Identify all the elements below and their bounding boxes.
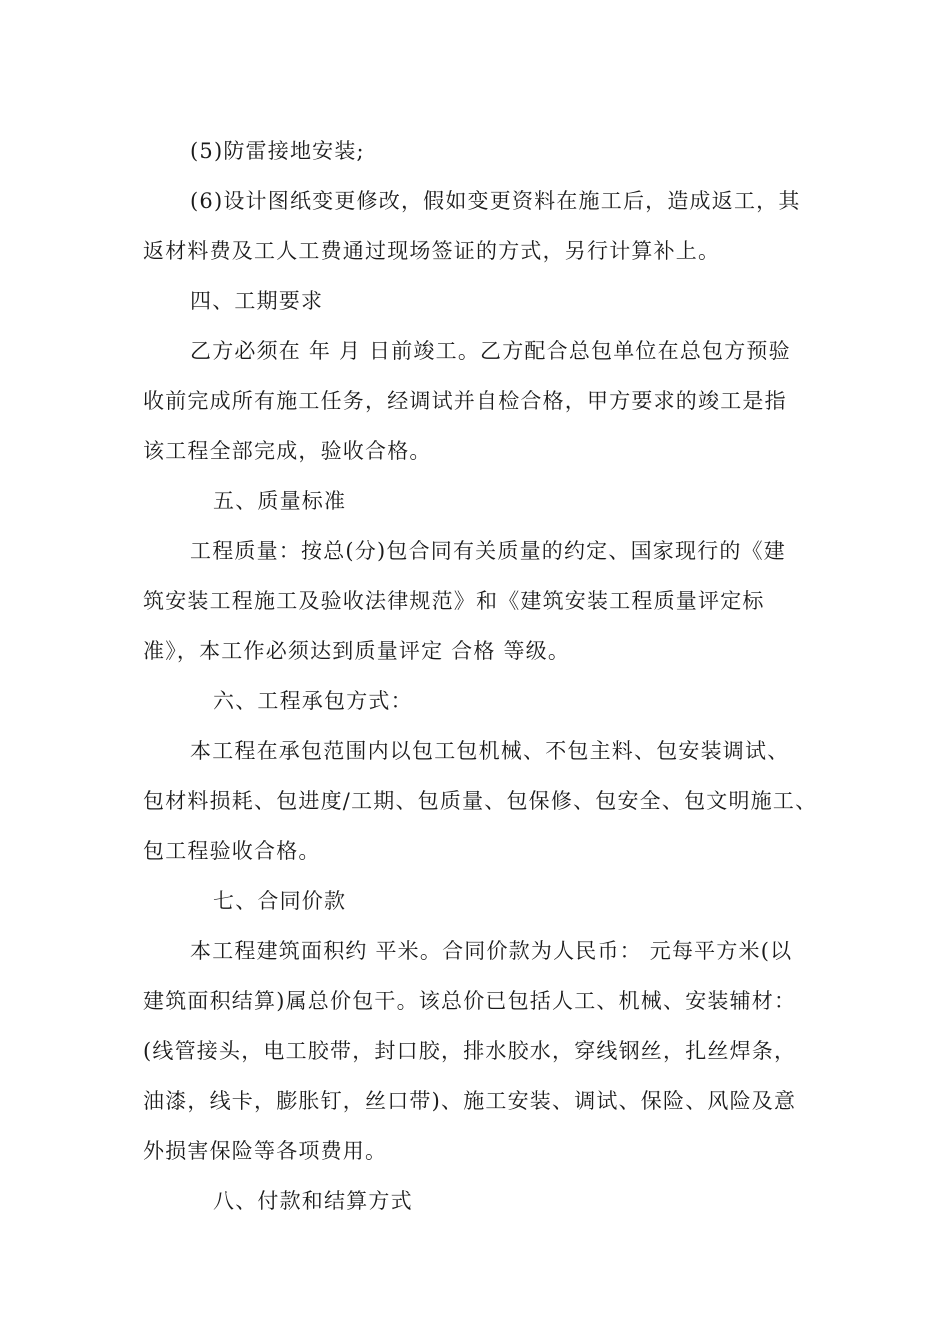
item-6-text-line-1: (6)设计图纸变更修改，假如变更资料在施工后，造成返工，其 (190, 189, 801, 213)
schedule-paragraph-line-3: 该工程全部完成，验收合格。 (143, 439, 432, 463)
section-heading-contract-method: 六、工程承包方式： (213, 689, 413, 713)
section-heading-quality: 五、质量标准 (213, 489, 347, 513)
contract-price-paragraph-line-2: 建筑面积结算)属总价包干。该总价已包括人工、机械、安装辅材： (143, 989, 797, 1013)
contract-price-paragraph-line-4: 油漆，线卡，膨胀钉，丝口带)、施工安装、调试、保险、风险及意 (143, 1089, 797, 1113)
schedule-paragraph-line-1: 乙方必须在 年 月 日前竣工。乙方配合总包单位在总包方预验 (190, 339, 791, 363)
item-5-text: (5)防雷接地安装; (190, 139, 365, 163)
quality-paragraph-line-3: 准》，本工作必须达到质量评定 合格 等级。 (143, 639, 571, 663)
section-heading-schedule: 四、工期要求 (190, 289, 324, 313)
quality-paragraph-line-2: 筑安装工程施工及验收法律规范》和《建筑安装工程质量评定标 (143, 589, 765, 613)
contract-method-paragraph-line-1: 本工程在承包范围内以包工包机械、不包主料、包安装调试、 (190, 739, 790, 763)
item-6-text-line-2: 返材料费及工人工费通过现场签证的方式，另行计算补上。 (143, 239, 721, 263)
contract-method-paragraph-line-3: 包工程验收合格。 (143, 839, 321, 863)
schedule-paragraph-line-2: 收前完成所有施工任务，经调试并自检合格，甲方要求的竣工是指 (143, 389, 787, 413)
contract-price-paragraph-line-3: (线管接头，电工胶带，封口胶，排水胶水，穿线钢丝，扎丝焊条， (143, 1039, 797, 1063)
contract-price-paragraph-line-1: 本工程建筑面积约 平米。合同价款为人民币： 元每平方米(以 (190, 939, 793, 963)
section-heading-payment: 八、付款和结算方式 (213, 1189, 413, 1213)
contract-price-paragraph-line-5: 外损害保险等各项费用。 (143, 1139, 388, 1163)
contract-method-paragraph-line-2: 包材料损耗、包进度/工期、包质量、包保修、包安全、包文明施工、 (143, 789, 818, 813)
quality-paragraph-line-1: 工程质量：按总(分)包合同有关质量的约定、国家现行的《建 (190, 539, 786, 563)
section-heading-contract-price: 七、合同价款 (213, 889, 347, 913)
